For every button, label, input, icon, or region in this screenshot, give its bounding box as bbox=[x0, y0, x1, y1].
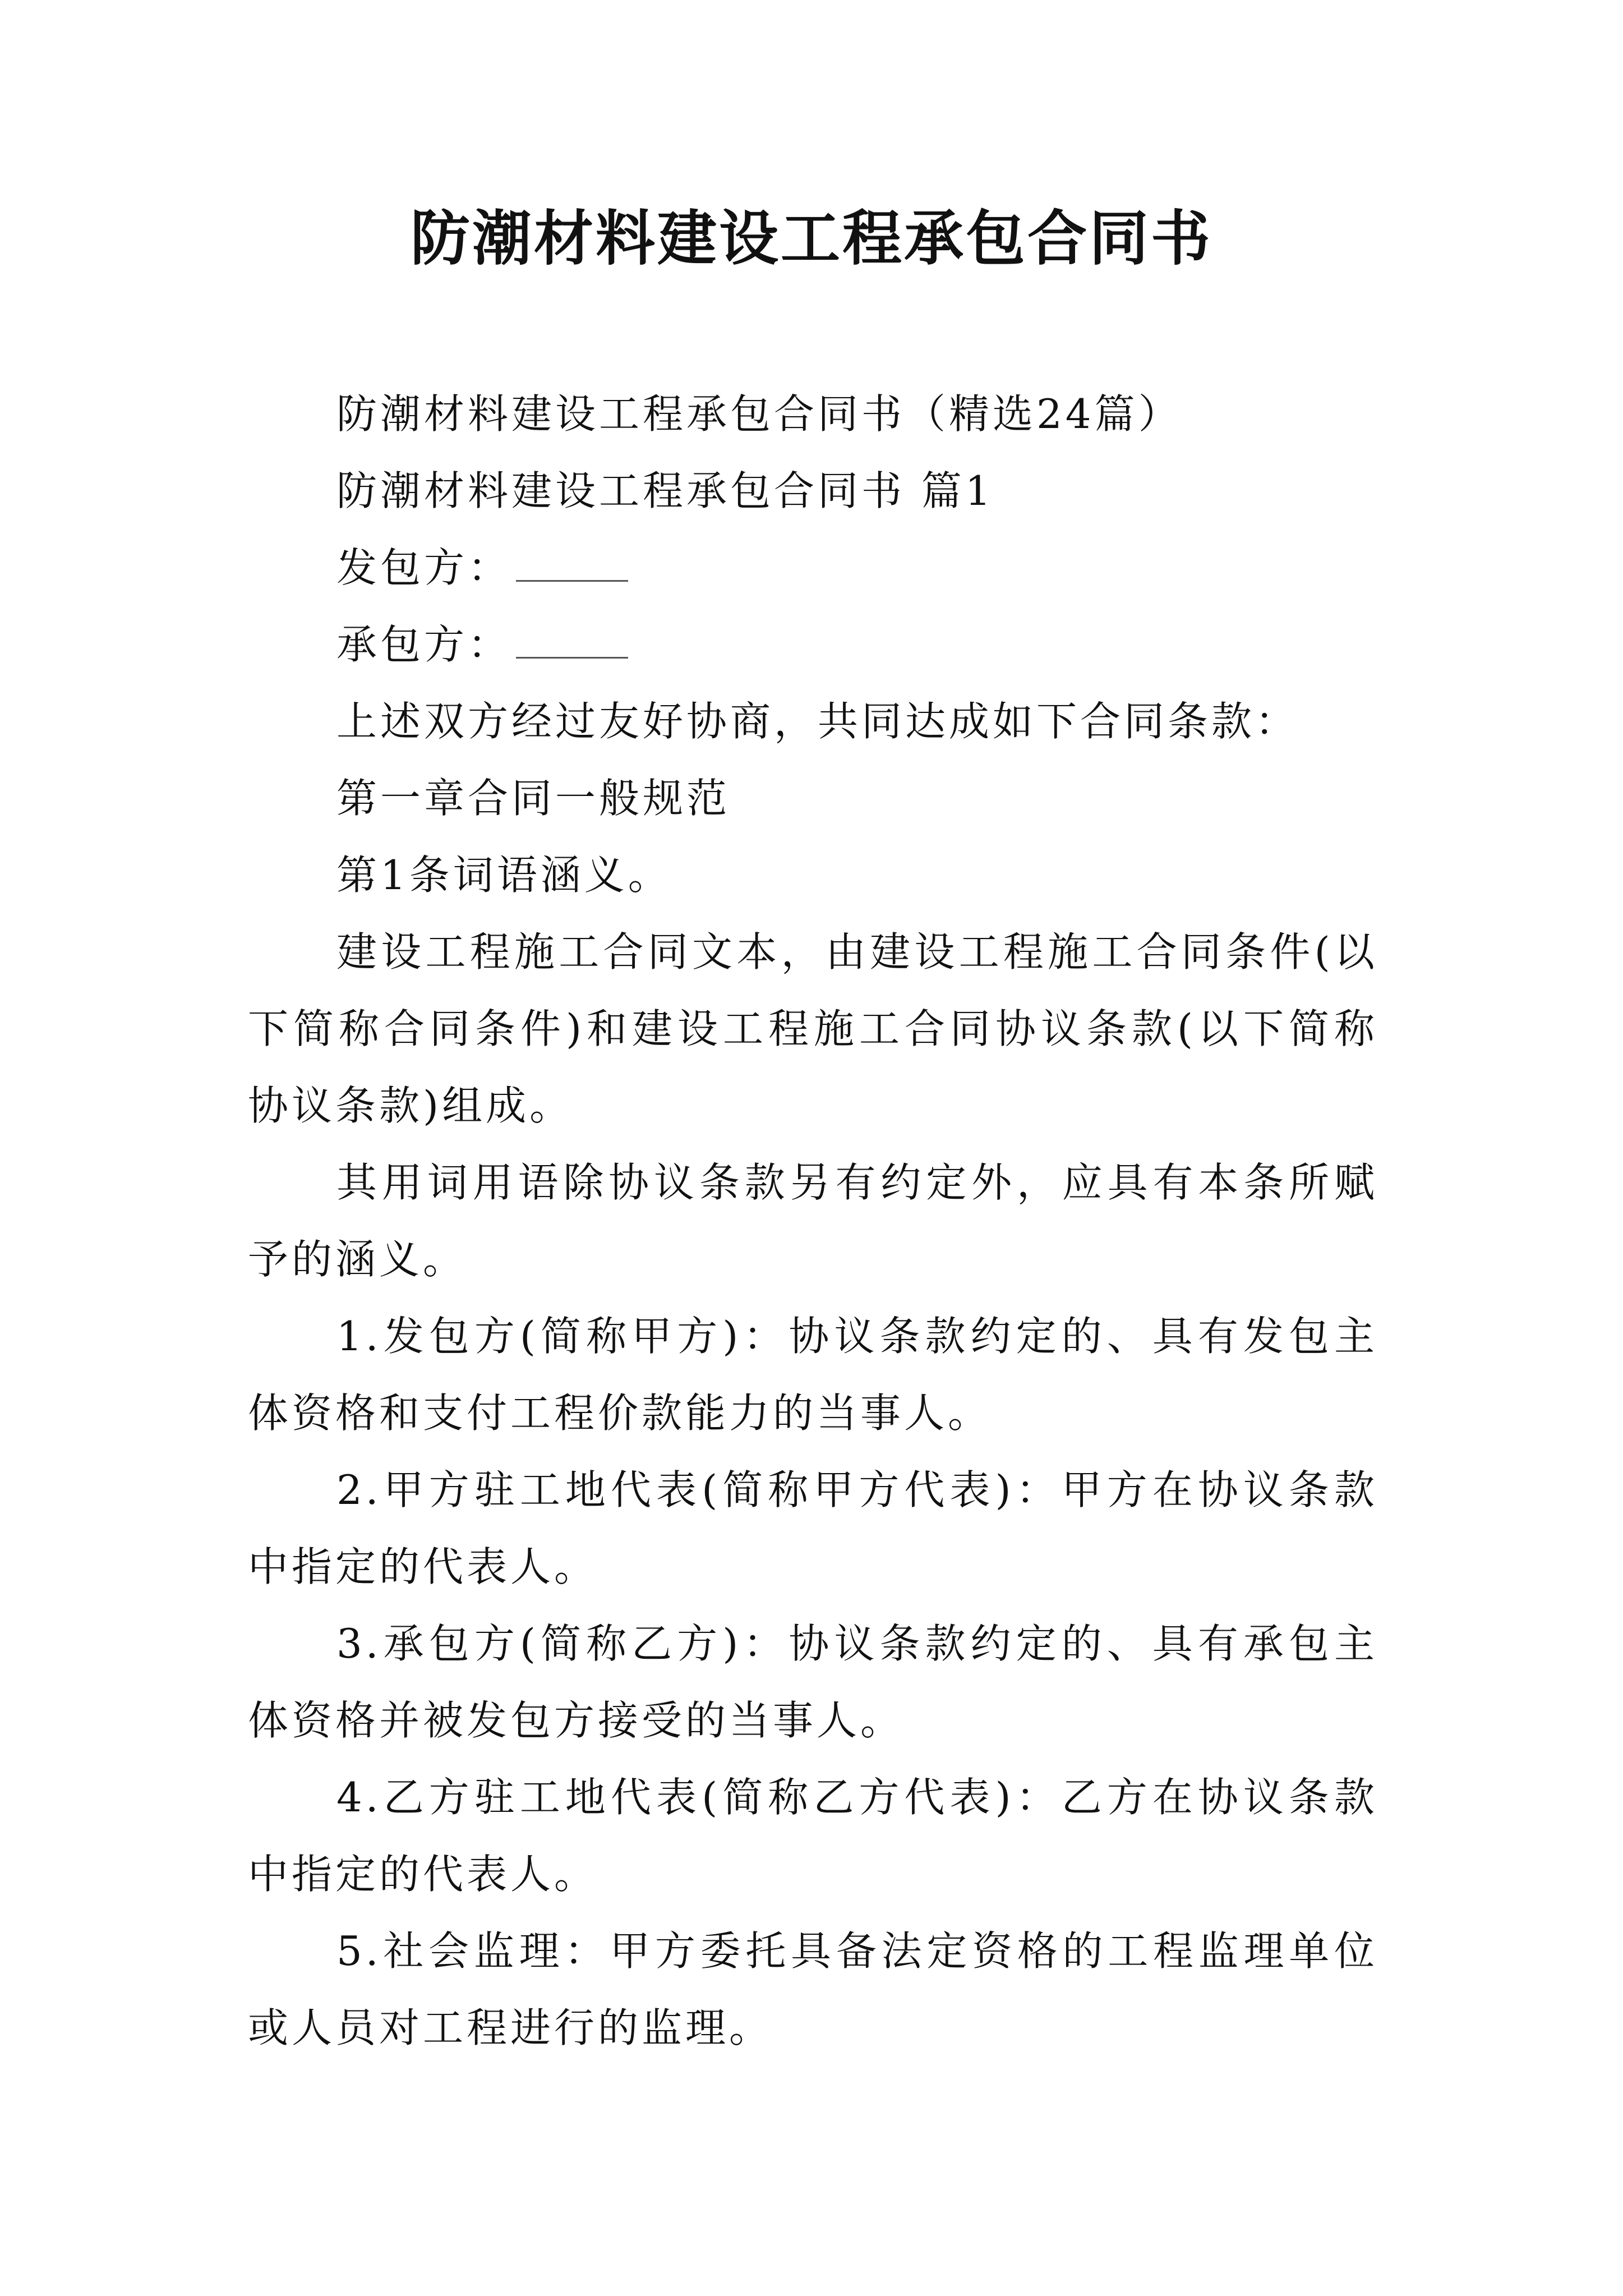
document-body bbox=[248, 376, 1378, 2067]
paragraph: 建设工程施工合同文本，由建设工程施工合同条件(以下简称合同条件)和建设工程施工合同协议条款(以下简称协议条款)组成。 bbox=[248, 928, 1378, 1129]
paragraph: 防潮材料建设工程承包合同书（精选24篇） bbox=[336, 390, 1182, 438]
paragraph: 1.发包方(简称甲方)：协议条款约定的、具有发包主体资格和支付工程价款能力的当事人。 bbox=[248, 1313, 1378, 1437]
paragraph: 第1条词语涵义。 bbox=[336, 852, 672, 899]
paragraph: 4.乙方驻工地代表(简称乙方代表)：乙方在协议条款中指定的代表人。 bbox=[248, 1774, 1378, 1898]
contractor-label: 承包方： bbox=[336, 621, 512, 668]
contractor-blank-line bbox=[516, 623, 628, 659]
employer-label: 发包方： bbox=[336, 544, 512, 591]
paragraph: 3.承包方(简称乙方)：协议条款约定的、具有承包主体资格并被发包方接受的当事人。 bbox=[248, 1620, 1378, 1744]
employer-blank-line bbox=[516, 546, 628, 582]
document-title: 防潮材料建设工程承包合同书 bbox=[411, 203, 1212, 273]
paragraph: 第一章合同一般规范 bbox=[336, 775, 731, 822]
paragraph: 2.甲方驻工地代表(简称甲方代表)：甲方在协议条款中指定的代表人。 bbox=[248, 1466, 1378, 1590]
paragraph: 5.社会监理：甲方委托具备法定资格的工程监理单位或人员对工程进行的监理。 bbox=[248, 1927, 1378, 2051]
paragraph: 上述双方经过友好协商，共同达成如下合同条款： bbox=[336, 698, 1299, 745]
paragraph-employer bbox=[248, 530, 1378, 606]
paragraph-contractor bbox=[248, 606, 1378, 683]
paragraph: 其用词用语除协议条款另有约定外，应具有本条所赋予的涵义。 bbox=[248, 1159, 1378, 1283]
paragraph: 防潮材料建设工程承包合同书 篇1 bbox=[336, 467, 994, 514]
